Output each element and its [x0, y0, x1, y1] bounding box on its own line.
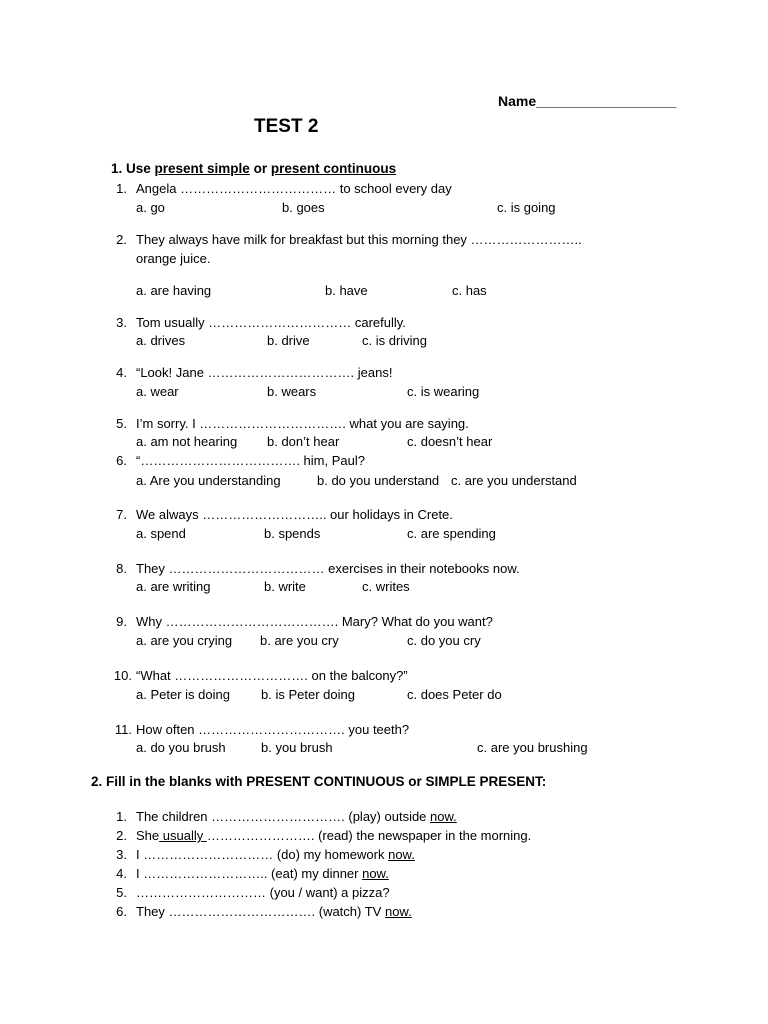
item-number: 2.	[116, 828, 127, 843]
option-c: c. does Peter do	[407, 687, 502, 702]
item-text-start: They ……………………………. (watch) TV	[136, 904, 385, 919]
item-text	[136, 845, 415, 864]
option-a: a. Are you understanding	[136, 473, 281, 488]
item-text-start: The children …………………………. (play) outside	[136, 809, 431, 824]
question-number: 8.	[116, 561, 127, 576]
question-text: How often ……………………………. you teeth?	[136, 722, 410, 737]
time-word: now.	[384, 904, 412, 919]
section-1-term-present-continuous: present continuous	[270, 161, 397, 176]
question-text: “What …………………………. on the balcony?”	[136, 668, 408, 683]
option-c: c. is driving	[362, 333, 428, 348]
item-text	[136, 807, 457, 826]
option-c: c. writes	[362, 579, 410, 594]
option-c: c. are you brushing	[477, 740, 588, 755]
option-a: a. are writing	[136, 579, 211, 594]
option-a: a. drives	[136, 333, 186, 348]
section-1-heading	[111, 159, 396, 178]
question-number: 5.	[116, 416, 127, 431]
question-number: 3.	[116, 315, 127, 330]
item-text	[136, 902, 412, 921]
option-b: b. write	[264, 579, 306, 594]
item-text-start: She	[136, 828, 160, 843]
item-text-start: I ……………………….. (eat) my dinner	[136, 866, 363, 881]
item-number: 4.	[116, 866, 127, 881]
option-c: c. has	[452, 283, 487, 298]
option-a: a. am not hearing	[136, 434, 238, 449]
item-number: 6.	[116, 904, 127, 919]
option-b: b. have	[325, 283, 368, 298]
option-a: a. do you brush	[136, 740, 226, 755]
question-number: 2.	[116, 232, 127, 247]
option-a: a. are having	[136, 283, 212, 298]
question-number: 1.	[116, 181, 127, 196]
question-number: 9.	[116, 614, 127, 629]
time-word: now.	[388, 847, 415, 862]
option-b: b. goes	[282, 200, 325, 215]
option-b: b. don’t hear	[267, 434, 340, 449]
question-number: 4.	[116, 365, 127, 380]
item-number: 5.	[116, 885, 127, 900]
item-text-end: ……………………. (read) the newspaper in the morning.	[206, 828, 532, 843]
question-text: “Look! Jane ……………………………. jeans!	[136, 365, 393, 380]
item-number: 3.	[116, 847, 127, 862]
option-b: b. wears	[267, 384, 317, 399]
option-b: b. drive	[267, 333, 310, 348]
question-text: We always ……………………….. our holidays in Crete.	[136, 507, 453, 522]
option-c: c. is wearing	[407, 384, 480, 399]
question-number: 7.	[116, 507, 127, 522]
option-b: b. are you cry	[260, 633, 339, 648]
option-c: c. do you cry	[407, 633, 481, 648]
option-c: c. doesn’t hear	[407, 434, 493, 449]
question-number: 11.	[114, 722, 132, 737]
section-1-heading-prefix: 1. Use	[111, 161, 155, 176]
section-1-heading-or: or	[249, 161, 271, 176]
question-text: They ……………………………… exercises in their notebooks now.	[136, 561, 520, 576]
question-text: Tom usually …………………………… carefully.	[136, 315, 406, 330]
item-number: 1.	[116, 809, 127, 824]
page-title: TEST 2	[254, 116, 319, 137]
option-c: c. is going	[497, 200, 556, 215]
question-text: Why …………………………………. Mary? What do you want?	[136, 614, 493, 629]
question-number: 6.	[116, 453, 127, 468]
section-1-term-present-simple: present simple	[154, 161, 250, 176]
item-text	[136, 864, 389, 883]
name-field-label: Name__________________	[498, 93, 677, 109]
time-word: now.	[430, 809, 457, 824]
question-text: I’m sorry. I ……………………………. what you are saying.	[136, 416, 469, 431]
item-text	[136, 883, 390, 902]
item-text-start: I ………………………… (do) my homework	[136, 847, 389, 862]
option-a: a. Peter is doing	[136, 687, 230, 702]
option-a: a. spend	[136, 526, 186, 541]
option-a: a. go	[136, 200, 165, 215]
time-word: usually	[159, 828, 207, 843]
item-text	[136, 826, 531, 845]
question-number: 10.	[113, 668, 132, 683]
option-b: b. do you understand	[317, 473, 440, 488]
option-a: a. are you crying	[136, 633, 233, 648]
question-text: They always have milk for breakfast but this morning they ……………………..	[136, 232, 582, 247]
time-word: now.	[362, 866, 389, 881]
option-c: c. are spending	[407, 526, 496, 541]
option-b: b. you brush	[261, 740, 333, 755]
option-b: b. is Peter doing	[261, 687, 355, 702]
question-text-continued: orange juice.	[136, 251, 211, 266]
option-c: c. are you understand	[451, 473, 577, 488]
option-a: a. wear	[136, 384, 179, 399]
question-text: “………………………………. him, Paul?	[136, 453, 365, 468]
item-text-start: ………………………… (you / want) a pizza?	[136, 885, 390, 900]
section-2-heading: 2. Fill in the blanks with PRESENT CONTINUOUS or SIMPLE PRESENT:	[91, 774, 547, 789]
option-b: b. spends	[264, 526, 321, 541]
question-text: Angela ……………………………… to school every day	[136, 181, 452, 196]
